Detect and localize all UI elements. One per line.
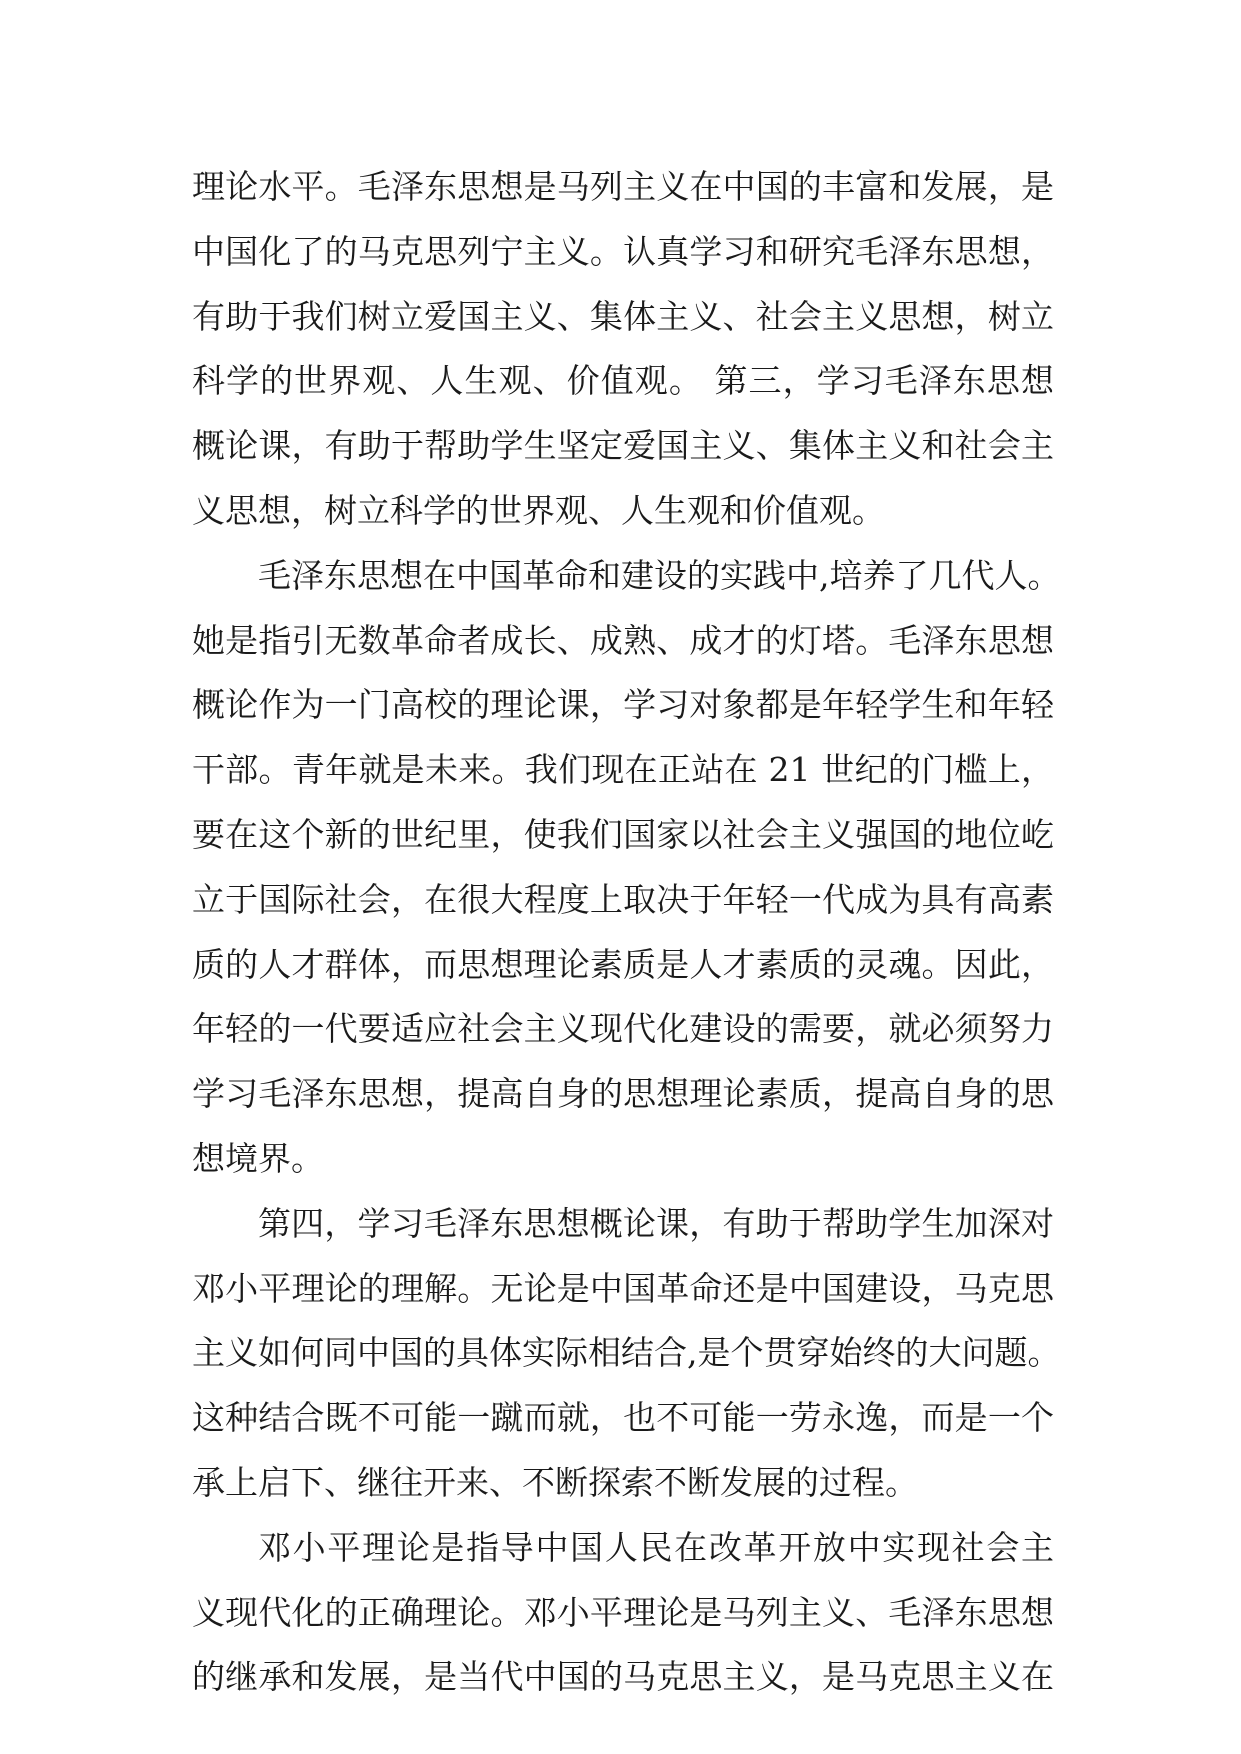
- text-line: 科学的世界观、人生观、价值观。 第三，学习毛泽东思想: [192, 361, 1054, 401]
- text-line: 主义如何同中国的具体实际相结合,是个贯穿始终的大问题。: [192, 1333, 1061, 1373]
- text-line: 质的人才群体，而思想理论素质是人才素质的灵魂。因此，: [192, 944, 1054, 984]
- text-line: 立于国际社会，在很大程度上取决于年轻一代成为具有高素: [192, 879, 1054, 919]
- text-line: 干部。青年就是未来。我们现在正站在 21 世纪的门槛上，: [192, 750, 1054, 790]
- paragraph-first-line: 邓小平理论是指导中国人民在改革开放中实现社会主: [258, 1527, 1054, 1567]
- text-line: 要在这个新的世纪里，使我们国家以社会主义强国的地位屹: [192, 814, 1054, 854]
- text-line: 义思想，树立科学的世界观、人生观和价值观。: [192, 490, 885, 530]
- paragraph-first-line: 第四，学习毛泽东思想概论课，有助于帮助学生加深对: [258, 1203, 1054, 1243]
- text-line: 概论课，有助于帮助学生坚定爱国主义、集体主义和社会主: [192, 426, 1054, 466]
- text-line: 的继承和发展，是当代中国的马克思主义，是马克思主义在: [192, 1657, 1054, 1697]
- text-line: 学习毛泽东思想，提高自身的思想理论素质，提高自身的思: [192, 1074, 1054, 1114]
- paragraph-first-line: 毛泽东思想在中国革命和建设的实践中,培养了几代人。: [258, 555, 1061, 595]
- text-line: 概论作为一门高校的理论课，学习对象都是年轻学生和年轻: [192, 685, 1054, 725]
- text-line: 这种结合既不可能一蹴而就，也不可能一劳永逸，而是一个: [192, 1398, 1054, 1438]
- text-line: 有助于我们树立爱国主义、集体主义、社会主义思想，树立: [192, 296, 1054, 336]
- text-line: 邓小平理论的理解。无论是中国革命还是中国建设，马克思: [192, 1268, 1054, 1308]
- text-line: 中国化了的马克思列宁主义。认真学习和研究毛泽东思想，: [192, 231, 1054, 271]
- text-line: 她是指引无数革命者成长、成熟、成才的灯塔。毛泽东思想: [192, 620, 1054, 660]
- text-line: 想境界。: [192, 1138, 324, 1178]
- text-line: 年轻的一代要适应社会主义现代化建设的需要，就必须努力: [192, 1009, 1054, 1049]
- text-line: 理论水平。毛泽东思想是马列主义在中国的丰富和发展，是: [192, 167, 1054, 206]
- text-line: 义现代化的正确理论。邓小平理论是马列主义、毛泽东思想: [192, 1592, 1054, 1632]
- text-line: 承上启下、继往开来、不断探索不断发展的过程。: [192, 1462, 918, 1502]
- body-text: [192, 162, 1061, 1717]
